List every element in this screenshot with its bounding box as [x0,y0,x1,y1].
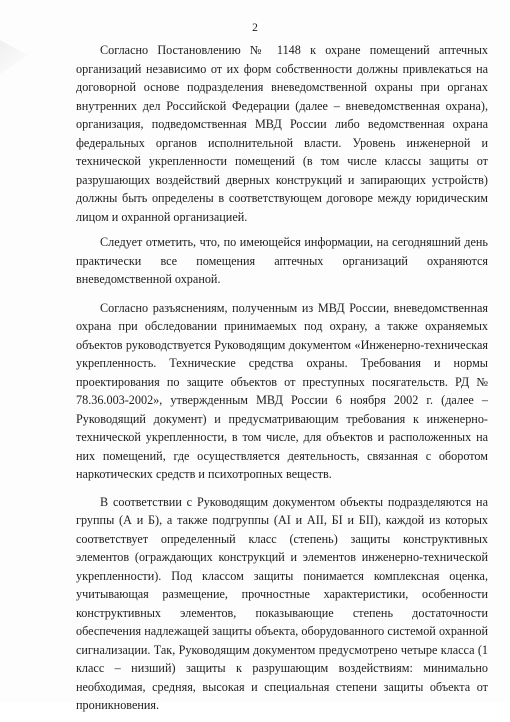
paragraph-guard-coverage: Следует отметить, что, по имеющейся информации, на сегодняшний день практически все помещения аптечных организаций охраняются вневедомственной охраной. [76,235,488,286]
page-number: 2 [252,22,258,34]
paragraph-security-requirement: Согласно Постановлению № 1148 к охране помещений аптечных организаций независимо от их форм собственности должны привлекаться на договорной основе подразделения вневедомственной охраны при органах внутренних дел Российской Федерации (далее – вневедомственная охрана), организация, подведомственная МВД России либо ведомственная охрана федеральных органов исполнительной власти. Уровень инженерной и технической укрепленности помещений (в том числе классы защиты от разрушающих воздействий дверных конструкций и запирающих устройств) должны быть определены в соответствующем договоре между юридическим лицом и охранной организацией. [76,43,488,224]
document-body [76,41,488,722]
paragraph-guiding-document: Согласно разъяснениям, полученным из МВД России, вневедомственная охрана при обследовании принимаемых под охрану, а также охраняемых объектов руководствуется Руководящим документом «Инженерно-техническая укрепленность. Технические средства охраны. Требования и нормы проектирования по защите объектов от преступных посягательств. РД № 78.36.003-2002», утвержденным МВД России 6 ноября 2002 г. (далее – Руководящий документ) и предусматривающим требования к инженерно-технической укрепленности, в том числе, для объектов и расположенных на них помещений, где осуществляется деятельность, связанная с оборотом наркотических средств и психотропных веществ. [76,300,488,481]
scan-fold-mark [0,40,28,74]
paragraph-protection-classes: В соответствии с Руководящим документом объекты подразделяются на группы (А и Б), а также подгруппы (АI и АII, БI и БII), каждой из которых соответствует определенный класс (степень) защиты конструктивных элементов (ограждающих конструкций и элементов инженерно-технической укрепленности). Под классом защиты понимается комплексная оценка, учитывающая размещение, прочностные характеристики, особенности конструктивных элементов, показывающие степень достаточности обеспечения надлежащей защиты объекта, оборудованного системой охранной сигнализации. Так, Руководящим документом предусмотрено четыре класса (1 класс – низший) защиты к разрушающим воздействиям: минимально необходимая, средняя, высокая и специальная степени защиты объекта от проникновения. [76,494,488,712]
